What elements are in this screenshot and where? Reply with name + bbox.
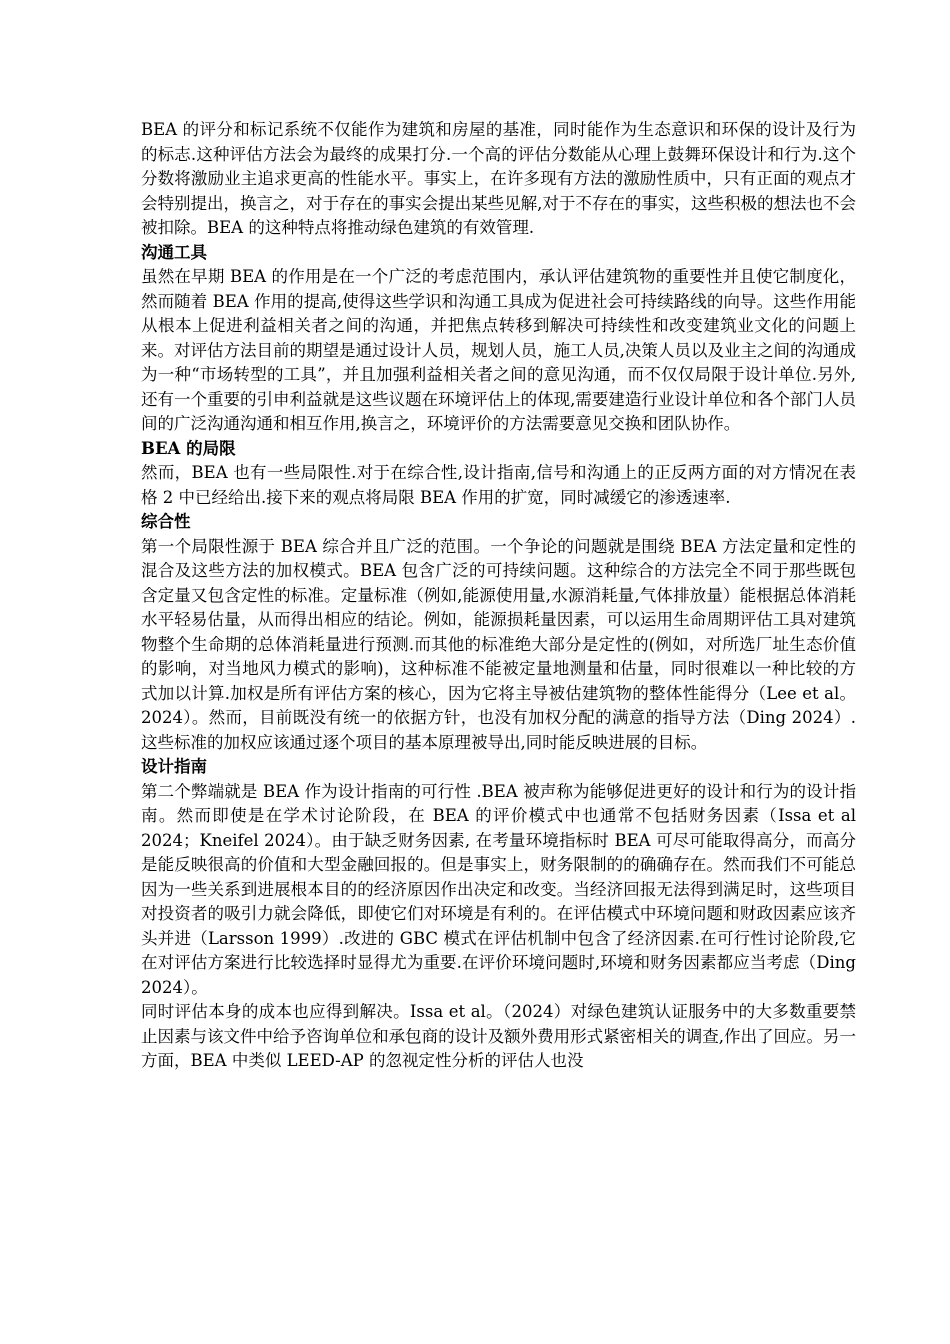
heading-bea-limitations: BEA 的局限 [141,438,236,458]
heading-comprehensiveness: 综合性 [141,512,191,531]
document-page [141,118,856,1074]
paragraph-comprehensiveness: 第一个局限性源于 BEA 综合并且广泛的范围。一个争论的问题就是围绕 BEA 方法定量和定性的混合及这些方法的加权模式。BEA 包含广泛的可持续问题。这种综合的方法完全不同于那些既包含定量又包含定性的标准。定量标准（例如,能源使用量,水源消耗量,气体排放量）能根据总体消耗水平轻易估量，从而得出相应的结论。例如，能源损耗量因素，可以运用生命周期评估工具对建筑物整个生命期的总体消耗量进行预测.而其他的标准绝大部分是定性的(例如，对所选厂址生态价值的影响，对当地风力模式的影响)，这种标准不能被定量地测量和估量，同时很难以一种比较的方式加以计算.加权是所有评估方案的核心，因为它将主导被估建筑物的整体性能得分（Lee et al。2024）。然而，目前既没有统一的依据方针，也没有加权分配的满意的指导方法（Ding 2024）.这些标准的加权应该通过逐个项目的基本原理被导出,同时能反映进展的目标。 [141,536,856,752]
paragraph-bea-limitations: 然而，BEA 也有一些局限性.对于在综合性,设计指南,信号和沟通上的正反两方面的对方情况在表格 2 中已经给出.接下来的观点将局限 BEA 作用的扩宽，同时减缓它的渗透速率. [141,463,856,507]
paragraph-assessment-cost: 同时评估本身的成本也应得到解决。Issa et al。（2024）对绿色建筑认证服务中的大多数重要禁止因素与该文件中给予咨询单位和承包商的设计及额外费用形式紧密相关的调查,作出了回应。另一方面，BEA 中类似 LEED-AP 的忽视定性分析的评估人也没 [141,1002,856,1070]
heading-communication-tool: 沟通工具 [141,242,207,262]
paragraph-communication-tool: 虽然在早期 BEA 的作用是在一个广泛的考虑范围内，承认评估建筑物的重要性并且使它制度化，然而随着 BEA 作用的提高,使得这些学识和沟通工具成为促进社会可持续路线的向导。这些作用能从根本上促进利益相关者之间的沟通，并把焦点转移到解决可持续性和改变建筑业文化的问题上来。对评估方法目前的期望是通过设计人员，规划人员，施工人员,决策人员以及业主之间的沟通成为一种“市场转型的工具”，并且加强利益相关者之间的意见沟通，而不仅仅局限于设计单位.另外,还有一个重要的引申利益就是这些议题在环境评估上的体现,需要建造行业设计单位和各个部门人员间的广泛沟通沟通和相互作用,换言之，环境评价的方法需要意见交换和团队协作。 [141,267,856,433]
heading-design-guide: 设计指南 [141,757,207,776]
paragraph-bea-scoring: BEA 的评分和标记系统不仅能作为建筑和房屋的基准，同时能作为生态意识和环保的设计及行为的标志.这种评估方法会为最终的成果打分.一个高的评估分数能从心理上鼓舞环保设计和行为.这个分数将激励业主追求更高的性能水平。事实上，在许多现有方法的激励性质中，只有正面的观点才会特别提出，换言之，对于存在的事实会提出某些见解,对于不存在的事实，这些积极的想法也不会被扣除。BEA 的这种特点将推动绿色建筑的有效管理. [141,120,856,237]
paragraph-design-guide: 第二个弊端就是 BEA 作为设计指南的可行性 .BEA 被声称为能够促进更好的设计和行为的设计指南。然而即使是在学术讨论阶段，在 BEA 的评价模式中也通常不包括财务因素（Issa et al 2024；Kneifel 2024）。由于缺乏财务因素, 在考量环境指标时 BEA 可尽可能取得高分，而高分是能反映很高的价值和大型金融回报的。但是事实上，财务限制的的确确存在。然而我们不可能总因为一些关系到进展根本目的的经济原因作出决定和改变。当经济回报无法得到满足时，这些项目对投资者的吸引力就会降低，即使它们对环境是有利的。在评估模式中环境问题和财政因素应该齐头并进（Larsson 1999）.改进的 GBC 模式在评估机制中包含了经济因素.在可行性讨论阶段,它在对评估方案进行比较选择时显得尤为重要.在评价环境问题时,环境和财务因素都应当考虑（Ding 2024）。 [141,781,856,997]
